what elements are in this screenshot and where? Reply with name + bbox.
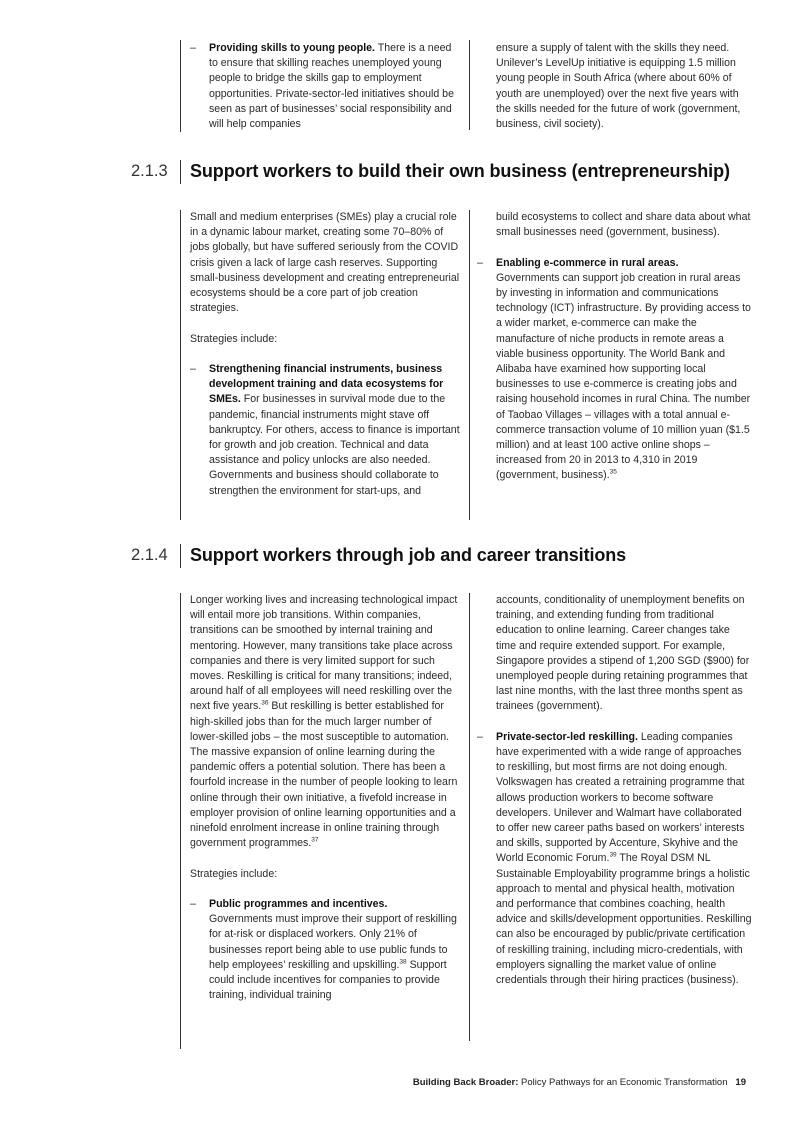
continued-paragraph: build ecosystems to collect and share data about what small businesses need (government, business). [496,211,751,239]
bullet-heading: Strengthening financial instruments, business development training and data ecosystems for SMEs. [209,363,444,406]
section-214-left-column [190,593,460,1003]
section-mid-rule [469,593,470,1041]
bullet-public-programmes [190,897,460,1003]
bullet-financial-instruments [190,362,460,499]
bullet-e-commerce [477,256,752,484]
bullet-private-sector-reskilling [477,730,752,988]
top-left-column [190,41,460,132]
bullet-dash: – [190,363,196,375]
section-title: Support workers to build their own business (entrepreneurship) [190,161,730,181]
paragraph: ensure a supply of talent with the skills they need. Unilever’s LevelUp initiative is equipping 1.5 million young people in South Africa (where about 60% of youth are unemployed) over the next five years with the skills needed for the future of work (government, business, civil society). [496,42,741,131]
bullet-young-people [190,41,460,132]
intro-paragraph: Small and medium enterprises (SMEs) play a crucial role in a dynamic labour market, creating some 70–80% of jobs globally, but have suffered seriously from the COVID crisis given a lack of large cash reserves. Supporting small-business development and creating entrepreneurial ecosystems should be a core part of job creation strategies. [190,211,460,315]
footnote-ref: 38 [399,958,407,966]
top-mid-rule [469,40,470,130]
bullet-dash: – [190,898,196,911]
footer-title: Policy Pathways for an Economic Transformation [518,1077,728,1088]
footer-title-bold: Building Back Broader: [412,1077,519,1088]
page-footer [413,1077,746,1088]
footnote-ref: 39 [609,851,617,859]
strategies-label: Strategies include: [190,867,278,880]
section-left-rule [180,210,181,520]
intro-paragraph [190,593,460,851]
bullet-dash: – [477,256,483,269]
continued-paragraph: accounts, conditionality of unemployment benefits on training, and extending funding from traditional education to online learning. Career changes take time and require extended support. For example, Singapore provides a stipend of 1,200 SGD ($900) for unemployed people during retaining programmes that last nine months, with the last three months spent as trainees (government). [496,594,750,713]
section-213-right-column [477,210,752,484]
page-number: 19 [735,1077,746,1088]
bullet-heading: Public programmes and incentives. [209,898,388,911]
intro-text: Longer working lives and increasing technological impact will entail more job transitions. Within companies, transitions can be smoothed by internal training and mentoring. However, many transitions take place across companies and there is very limited support for such moves. Reskilling is critical for many transitions; indeed, around half of all employees will need reskilling over the next five years. [190,594,458,713]
strategies-label: Strategies include: [190,332,278,345]
bullet-text: Governments can support job creation in rural areas by investing in information and communications technology (ICT) infrastructure. By providing access to a wider market, e-commerce can make the manufacture of niche products in remote areas a viable business opportunity. The World Bank and Alibaba have examined how supporting local businesses to use e-commerce is creating jobs and raising household incomes in rural China. The number of Taobao Villages – villages with a total annual e-commerce transaction volume of 10 million yuan ($1.5 million) and at least 100 active online shops – increased from 20 in 2013 to 4,310 in 2019 (government, business). [496,271,751,482]
section-214-right-column [477,593,752,988]
section-title: Support workers through job and career transitions [190,545,627,565]
top-right-column [496,41,752,132]
intro-text: But reskilling is better established for high-skilled jobs than for the much larger number of lower-skilled jobs – the most susceptible to automation. The massive expansion of online learning during the pandemic offers a potential solution. There has been a fourfold increase in the number of people looking to learn online through their own initiative, a fivefold increase in employer provision of online learning opportunities and a ninefold enrolment increase in online training through government programmes. [190,700,458,850]
section-number: 2.1.3 [131,162,168,180]
bullet-dash: – [190,42,196,54]
bullet-heading: Providing skills to young people. [209,42,375,54]
bullet-text: Leading companies have experimented with a wide range of approaches to reskilling, but most firms are not doing enough. Volkswagen has created a retraining programme that allows production workers to become software developers. Unilever and Walmart have collaborated to offer new career paths based on workers’ interests and skills, supported by Accenture, Skyhive and the World Economic Forum. [496,730,745,865]
footnote-ref: 35 [609,468,617,476]
section-213-left-column [190,210,460,499]
bullet-heading: Enabling e-commerce in rural areas. [496,256,679,269]
footnote-ref: 37 [311,836,319,844]
section-number: 2.1.4 [131,546,168,564]
footnote-ref: 36 [261,699,269,707]
section-heading-rule [180,544,181,568]
section-heading-rule [180,160,181,184]
bullet-text: Support could include incentives for companies to provide training, individual training [209,958,447,1002]
bullet-text: Governments must improve their support of reskilling for at-risk or displaced workers. Only 21% of businesses report being able to use public funds to help employees’ reskilling and upskilling. [209,913,457,971]
bullet-text: For businesses in survival mode due to the pandemic, financial instruments might stave off bankruptcy. For others, access to finance is important for growth and job creation. Technical and data assistance and policy unlocks are also needed. Governments and business should collaborate to strengthen the environment for start-ups, and [209,393,460,497]
bullet-text: There is a need to ensure that skilling reaches unemployed young people to bridge the skills gap to employment opportunities. Private-sector-led initiatives should be seen as part of businesses’ social responsibility and will help companies [209,42,454,131]
section-mid-rule [469,210,470,520]
top-left-rule [180,40,181,132]
bullet-text: The Royal DSM NL Sustainable Employability programme brings a holistic approach to mental and physical health, motivation and performance that combines coaching, health advice and skills/development opportunities. Reskilling can also be encouraged by public/private certification of reskilling training, including micro-credentials, with employers signalling the market value of online credentials through their hiring practices (business). [496,852,752,987]
bullet-heading: Private-sector-led reskilling. [496,730,638,743]
section-left-rule [180,593,181,1049]
bullet-dash: – [477,730,483,743]
